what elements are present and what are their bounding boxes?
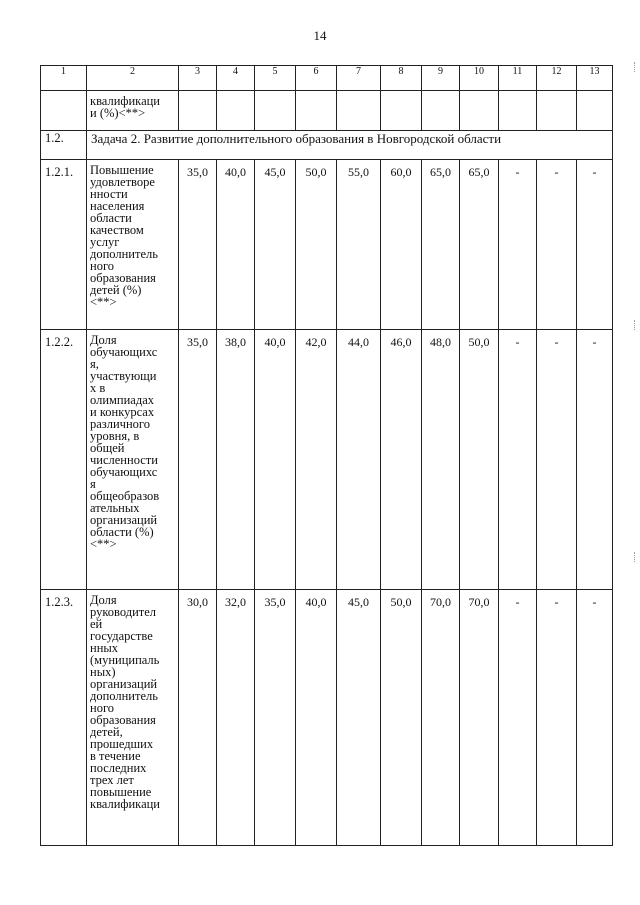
table-row — [41, 590, 613, 846]
value-cell: 50,0 — [381, 590, 422, 846]
value-cell: 40,0 — [255, 330, 296, 590]
task-row — [41, 131, 613, 160]
header-cell: 1 — [41, 66, 87, 91]
value-cell: 50,0 — [460, 330, 499, 590]
header-cell: 4 — [217, 66, 255, 91]
value-cell: 35,0 — [179, 160, 217, 330]
value-cell: 55,0 — [337, 160, 381, 330]
row-number — [41, 91, 87, 131]
table-row — [41, 160, 613, 330]
value-cell: - — [499, 160, 537, 330]
header-row — [41, 66, 613, 91]
row-number: 1.2.2. — [41, 330, 87, 590]
value-cell: 65,0 — [422, 160, 460, 330]
header-cell: 12 — [537, 66, 577, 91]
value-cell: 30,0 — [179, 590, 217, 846]
value-cell: 46,0 — [381, 330, 422, 590]
value-cell: - — [537, 330, 577, 590]
scan-mark — [634, 552, 637, 562]
continuation-row — [41, 91, 613, 131]
indicator-name: Доля обучающихс я, участвующи х в олимпиадах и конкурсах различного уровня, в общей численности обучающихс я общеобразов ательных организаций области (%) <**> — [87, 330, 179, 590]
task-number: 1.2. — [41, 131, 87, 160]
indicator-name: квалификаци и (%)<**> — [87, 91, 179, 131]
value-cell: - — [577, 330, 613, 590]
value-cell: 40,0 — [296, 590, 337, 846]
value-cell: 70,0 — [422, 590, 460, 846]
value-cell: - — [499, 330, 537, 590]
value-cell: 32,0 — [217, 590, 255, 846]
value-cell: 35,0 — [255, 590, 296, 846]
header-cell: 6 — [296, 66, 337, 91]
header-cell: 3 — [179, 66, 217, 91]
value-cell: 45,0 — [337, 590, 381, 846]
value-cell: - — [577, 590, 613, 846]
indicator-name: Доля руководител ей государстве нных (муниципаль ных) организаций дополнитель ного образования детей, прошедших в течение последних трех лет повышение квалификаци — [87, 590, 179, 846]
row-number: 1.2.3. — [41, 590, 87, 846]
value-cell: - — [537, 160, 577, 330]
scan-mark — [634, 62, 637, 72]
header-cell: 13 — [577, 66, 613, 91]
value-cell: - — [499, 590, 537, 846]
indicators-table — [40, 65, 613, 846]
header-cell: 5 — [255, 66, 296, 91]
task-title: Задача 2. Развитие дополнительного образования в Новгородской области — [87, 131, 613, 160]
value-cell: 45,0 — [255, 160, 296, 330]
value-cell: - — [537, 590, 577, 846]
header-cell: 2 — [87, 66, 179, 91]
row-number: 1.2.1. — [41, 160, 87, 330]
header-cell: 10 — [460, 66, 499, 91]
header-cell: 9 — [422, 66, 460, 91]
value-cell: 48,0 — [422, 330, 460, 590]
value-cell: 44,0 — [337, 330, 381, 590]
value-cell: 40,0 — [217, 160, 255, 330]
value-cell: 35,0 — [179, 330, 217, 590]
value-cell: 60,0 — [381, 160, 422, 330]
value-cell: 65,0 — [460, 160, 499, 330]
scan-mark — [634, 320, 637, 330]
value-cell: 38,0 — [217, 330, 255, 590]
table-row — [41, 330, 613, 590]
header-cell: 11 — [499, 66, 537, 91]
page-number: 14 — [313, 28, 327, 43]
indicator-name: Повышение удовлетворе нности населения области качеством услуг дополнитель ного образования детей (%) <**> — [87, 160, 179, 330]
header-cell: 7 — [337, 66, 381, 91]
value-cell: 42,0 — [296, 330, 337, 590]
header-cell: 8 — [381, 66, 422, 91]
value-cell: 70,0 — [460, 590, 499, 846]
value-cell: 50,0 — [296, 160, 337, 330]
value-cell: - — [577, 160, 613, 330]
